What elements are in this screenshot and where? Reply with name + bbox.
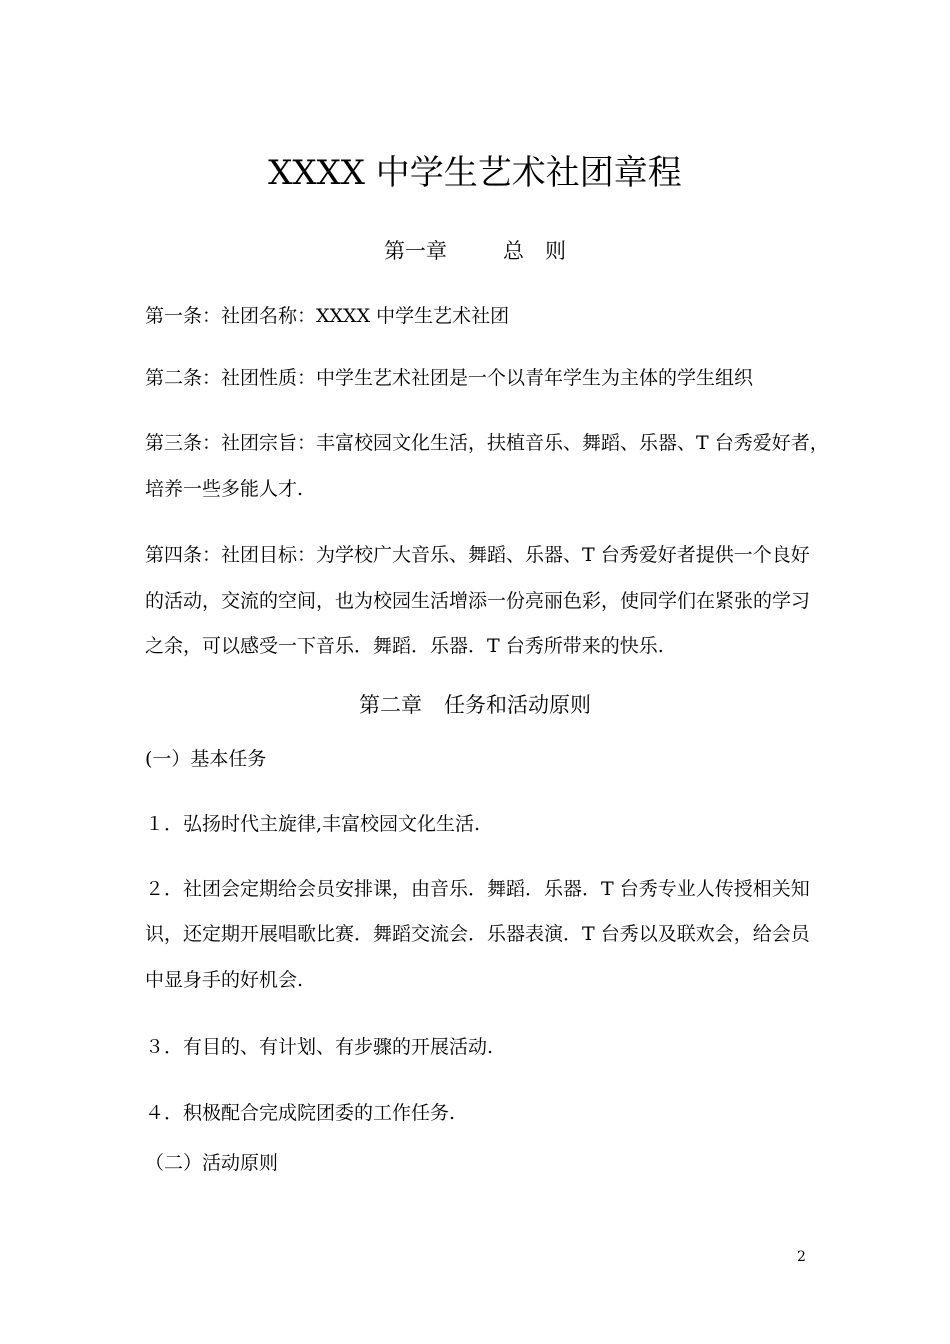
task-item-4: ４．积极配合完成院团委的工作任务. [145,1102,456,1124]
document-title: XXXX 中学生艺术社团章程 [268,153,682,193]
article-4-line-3: 之余，可以感受一下音乐．舞蹈．乐器．T 台秀所带来的快乐. [145,635,664,657]
article-4-line-1: 第四条：社团目标：为学校广大音乐、舞蹈、乐器、T 台秀爱好者提供一个良好 [145,544,810,566]
task-item-2-line-2: 识，还定期开展唱歌比赛．舞蹈交流会．乐器表演．T 台秀以及联欢会，给会员 [145,923,810,945]
article-1: 第一条：社团名称：XXXX 中学生艺术社团 [145,305,510,327]
chapter-2-heading [0,691,950,719]
chapter-2-name: 任务和活动原则 [444,693,591,717]
article-3-line-1: 第三条：社团宗旨：丰富校园文化生活，扶植音乐、舞蹈、乐器、T 台秀爱好者， [145,432,829,454]
task-item-3: ３．有目的、有计划、有步骤的开展活动. [145,1036,494,1058]
section-1-heading: (一）基本任务 [145,748,267,770]
page-number: 2 [797,1249,806,1265]
task-item-2-line-3: 中显身手的好机会. [145,969,304,991]
task-item-2-line-1: ２．社团会定期给会员安排课，由音乐．舞蹈．乐器．T 台秀专业人传授相关知 [145,878,810,900]
chapter-1-name: 总 则 [503,239,566,263]
task-item-1: １．弘扬时代主旋律,丰富校园文化生活. [145,813,481,835]
article-2: 第二条：社团性质：中学生艺术社团是一个以青年学生为主体的学生组织 [145,367,754,389]
article-4-line-2: 的活动，交流的空间，也为校园生活增添一份亮丽色彩，使同学们在紧张的学习 [145,590,811,612]
chapter-1-heading [0,237,950,265]
section-2-heading: （二）活动原则 [145,1152,279,1174]
article-3-line-2: 培养一些多能人才. [145,478,304,500]
chapter-2-label: 第二章 [359,693,422,717]
chapter-1-label: 第一章 [384,239,447,263]
